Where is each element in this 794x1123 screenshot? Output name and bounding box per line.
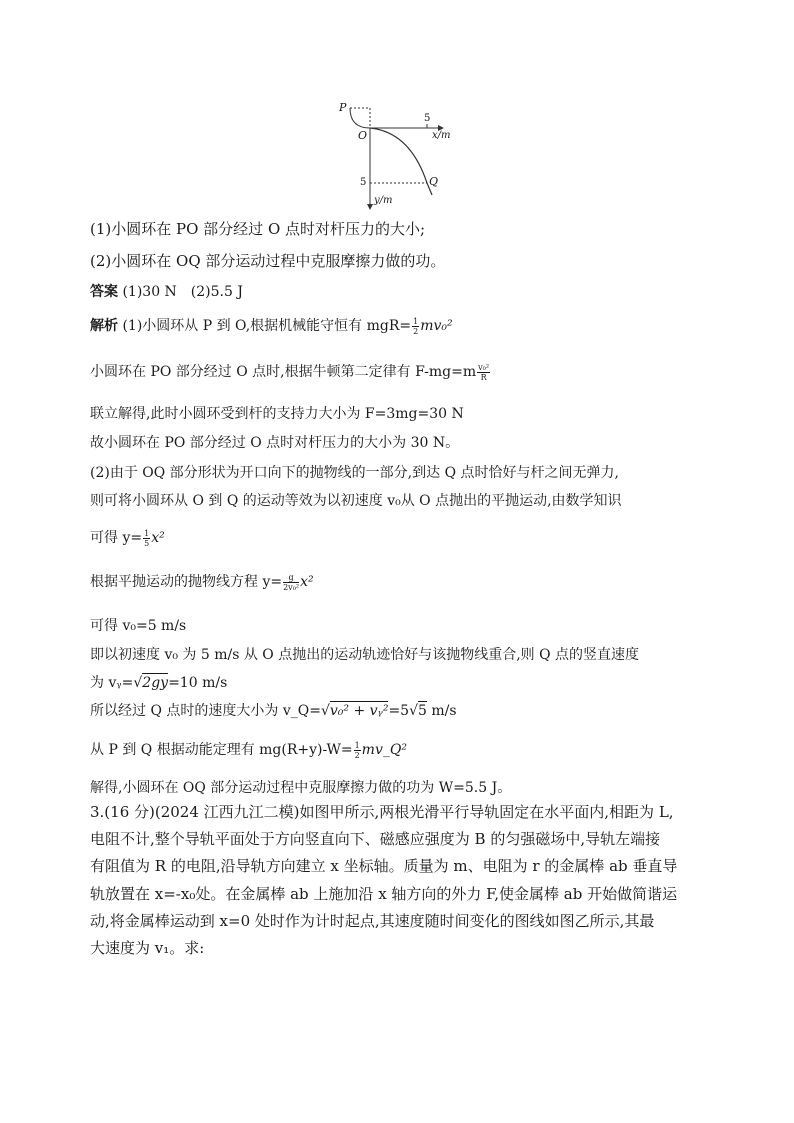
- analysis-l13-tail: mv_Q²: [361, 742, 407, 758]
- sqrt-v0-vy: v₀² + vᵧ²: [329, 703, 389, 719]
- label-p: P: [339, 101, 347, 114]
- label-q: Q: [429, 175, 439, 188]
- analysis-line-4: 故小圆环在 PO 部分经过 O 点时对杆压力的大小为 30 N。: [90, 435, 460, 451]
- analysis-line-7: [90, 528, 710, 548]
- analysis-line-2: [90, 362, 710, 382]
- q3-line-4: 轨放置在 x=-x₀处。在金属棒 ab 上施加沿 x 轴方向的外力 F,使金属棒 ab 开始做简谐运: [90, 885, 678, 903]
- q3-line-5: 动,将金属棒运动到 x=0 处时作为计时起点,其速度随时间变化的图线如图乙所示,其最: [90, 912, 655, 930]
- analysis-l2-text: 小圆环在 PO 部分经过 O 点时,根据牛顿第二定律有 F-mg=m: [90, 364, 477, 380]
- analysis-l7-tail: x²: [151, 530, 165, 546]
- q3-line-3: 有阻值为 R 的电阻,沿导轨方向建立 x 坐标轴。质量为 m、电阻为 r 的金属棒 ab 垂直导: [90, 857, 678, 875]
- analysis-l12-mid: =5: [388, 703, 410, 719]
- analysis-line-6: 则可将小圆环从 O 到 Q 的运动等效为以初速度 v₀从 O 点抛出的平抛运动,由数学知识: [90, 493, 622, 509]
- analysis-line-9: 可得 v₀=5 m/s: [90, 618, 187, 634]
- analysis-l1-tail: mv₀²: [420, 318, 453, 334]
- analysis-l13-text: 从 P 到 Q 根据动能定理有 mg(R+y)-W=: [90, 742, 353, 758]
- analysis-label: 解析: [90, 318, 118, 334]
- arc-po: [350, 108, 370, 128]
- analysis-l7-text: 可得 y=: [90, 530, 143, 546]
- y-axis-arrow: [367, 204, 373, 210]
- sqrt-5: 5: [418, 703, 427, 719]
- analysis-line-3: 联立解得,此时小圆环受到杆的支持力大小为 F=3mg=30 N: [90, 406, 464, 422]
- sqrt-2gy: 2gy: [142, 675, 169, 691]
- answer-label: 答案: [90, 284, 118, 300]
- analysis-line-12: 所以经过 Q 点时的速度大小为 v_Q=√v₀² + vᵧ²=5√5 m/s: [90, 703, 457, 719]
- tick-label-x5: 5: [424, 113, 431, 124]
- analysis-l8-text: 根据平抛运动的抛物线方程 y=: [90, 574, 283, 590]
- label-o: O: [358, 129, 368, 142]
- x-axis-label: x/m: [432, 130, 451, 141]
- q3-line-1: 3.(16 分)(2024 江西九江二模)如图甲所示,两根光滑平行导轨固定在水平面内,相距为 L,: [90, 803, 674, 821]
- analysis-l8-tail: x²: [300, 574, 314, 590]
- analysis-line-11: 为 vᵧ=√2gy=10 m/s: [90, 675, 228, 691]
- question-1: (1)小圆环在 PO 部分经过 O 点时对杆压力的大小;: [90, 220, 426, 238]
- question-2: (2)小圆环在 OQ 部分运动过程中克服摩擦力做的功。: [90, 252, 446, 270]
- fraction-half-2: $\frac{1}{2}$: [354, 740, 360, 760]
- q3-line-6: 大速度为 v₁。求:: [90, 939, 205, 957]
- analysis-line-8: [90, 572, 710, 592]
- q3-line-2: 电阻不计,整个导轨平面处于方向竖直向下、磁感应强度为 B 的匀强磁场中,导轨左端接: [90, 830, 661, 848]
- fraction-half: $\frac{1}{2}$: [413, 316, 419, 336]
- analysis-l12-text: 所以经过 Q 点时的速度大小为 v_Q=: [90, 703, 321, 719]
- parabola-oq: [370, 128, 427, 183]
- analysis-line-14: 解得,小圆环在 OQ 部分运动过程中克服摩擦力做的功为 W=5.5 J。: [90, 780, 512, 796]
- analysis-l11-text: 为 vᵧ=: [90, 675, 134, 691]
- answer-line: [90, 282, 710, 302]
- fraction-v0sq-r: $\frac{\text{v₀²}}{R}$: [478, 362, 490, 382]
- analysis-line-10: 即以初速度 v₀ 为 5 m/s 从 O 点抛出的运动轨迹恰好与该抛物线重合,则 Q 点的竖直速度: [90, 647, 640, 663]
- analysis-line-5: (2)由于 OQ 部分形状为开口向下的抛物线的一部分,到达 Q 点时恰好与杆之间无弹力,: [90, 465, 619, 481]
- analysis-line-1: [90, 316, 710, 336]
- analysis-l1-text: (1)小圆环从 P 到 O,根据机械能守恒有 mgR=: [122, 318, 412, 334]
- analysis-l11-tail: =10 m/s: [168, 675, 228, 691]
- fraction-g-2v0sq: $\frac{g}{\text{2v₀²}}$: [283, 572, 300, 592]
- analysis-line-13: [90, 740, 710, 760]
- fraction-fifth: $\frac{1}{5}$: [144, 528, 150, 548]
- parabola-figure: [330, 98, 450, 216]
- y-axis-label: y/m: [374, 195, 393, 206]
- analysis-l12-tail: m/s: [426, 703, 457, 719]
- tick-label-y5: 5: [360, 177, 367, 188]
- answer-text: (1)30 N (2)5.5 J: [122, 284, 243, 300]
